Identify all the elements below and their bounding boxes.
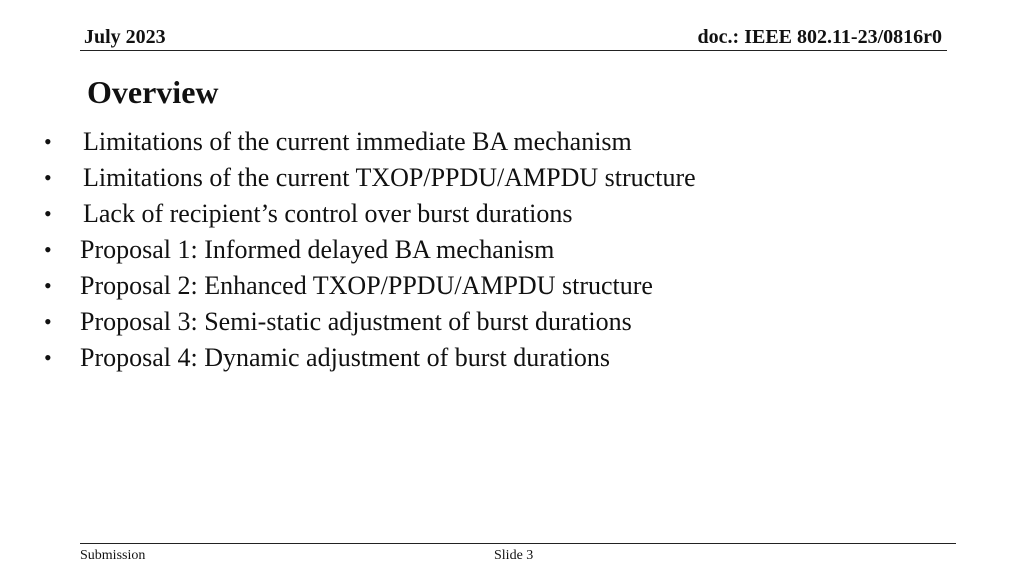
bullet-icon: • [44,345,52,370]
footer-submission: Submission [80,548,146,563]
header-divider [80,50,947,51]
bullet-text: Limitations of the current TXOP/PPDU/AMPDU structure [83,163,696,192]
bullet-icon: • [44,237,52,262]
bullet-icon: • [44,129,52,154]
bullet-text: Proposal 4: Dynamic adjustment of burst durations [80,343,611,372]
bullet-text: Proposal 3: Semi-static adjustment of burst durations [80,307,632,336]
slide-title: Overview [87,74,219,110]
bullet-text: Lack of recipient’s control over burst durations [83,199,573,228]
header-date: July 2023 [84,26,166,48]
bullet-text: Limitations of the current immediate BA mechanism [83,127,632,156]
header-doc-id: doc.: IEEE 802.11-23/0816r0 [697,26,942,48]
bullet-text: Proposal 1: Informed delayed BA mechanism [80,235,555,264]
bullet-icon: • [44,273,52,298]
bullet-text: Proposal 2: Enhanced TXOP/PPDU/AMPDU structure [80,271,653,300]
bullet-icon: • [44,201,52,226]
footer-slide-number: Slide 3 [494,548,534,563]
footer-divider [80,543,956,544]
bullet-icon: • [44,165,52,190]
bullet-icon: • [44,309,52,334]
